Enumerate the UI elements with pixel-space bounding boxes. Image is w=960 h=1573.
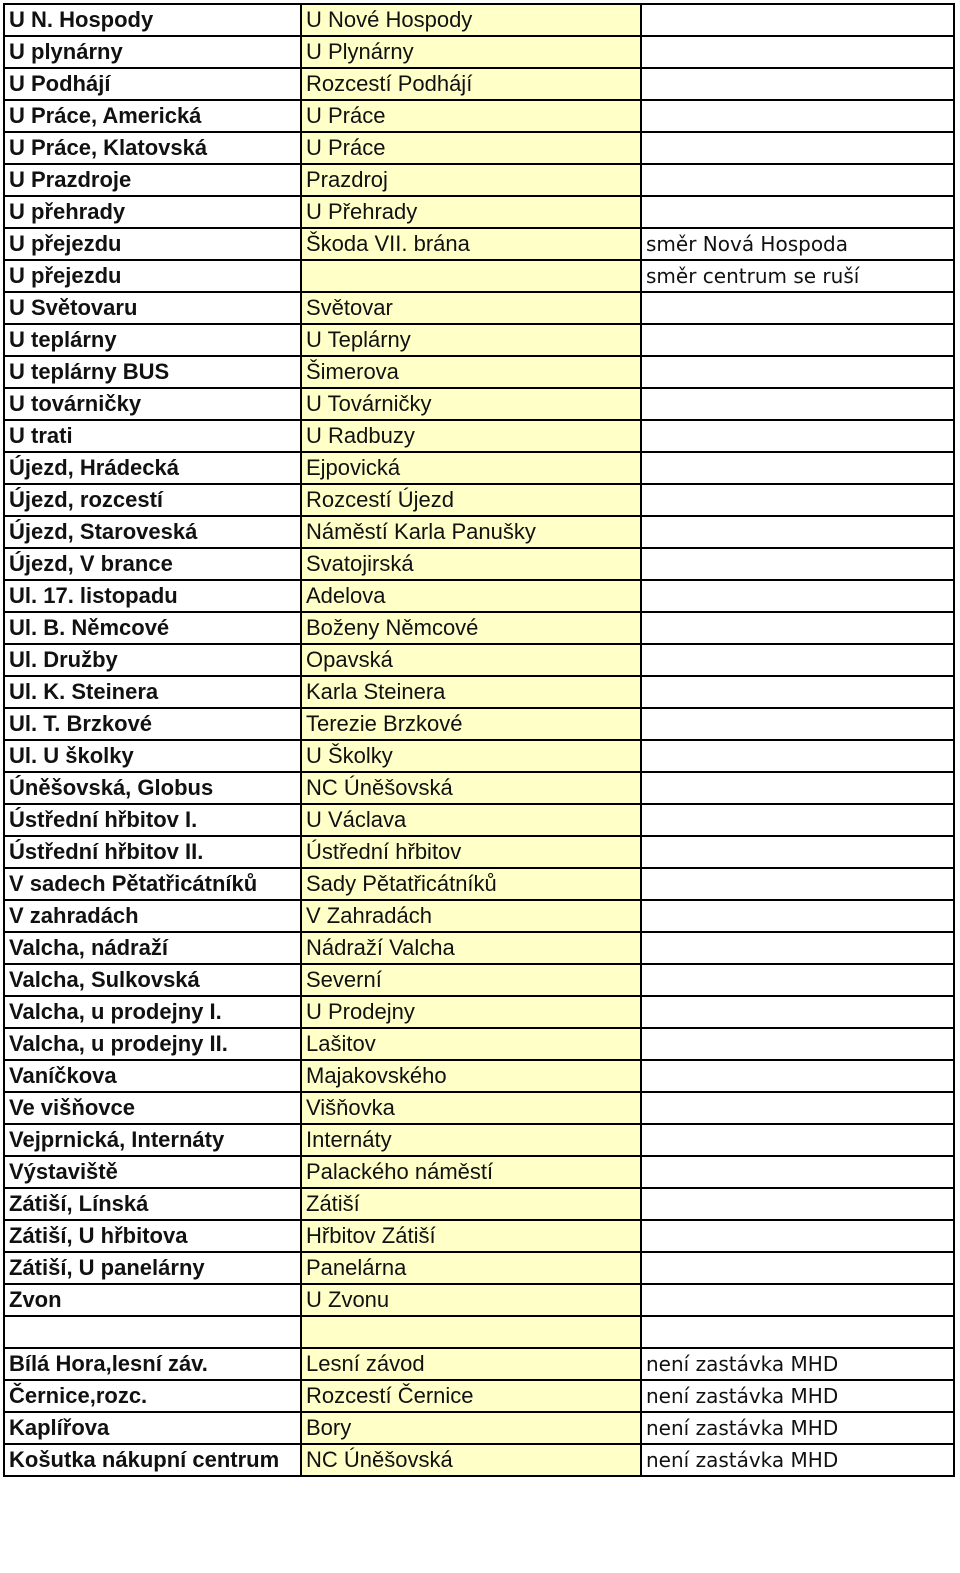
table-row — [4, 1092, 954, 1124]
note-cell — [641, 740, 954, 772]
old-stop-name-cell: U továrničky — [4, 388, 301, 420]
note-cell — [641, 644, 954, 676]
old-stop-name-cell: Ul. U školky — [4, 740, 301, 772]
note-cell — [641, 132, 954, 164]
new-stop-name-cell: V Zahradách — [301, 900, 641, 932]
note-cell — [641, 1220, 954, 1252]
old-stop-name-cell: Kaplířova — [4, 1412, 301, 1444]
old-stop-name-cell: V sadech Pětatřicátníků — [4, 868, 301, 900]
table-row — [4, 900, 954, 932]
old-stop-name-cell: U přehrady — [4, 196, 301, 228]
table-row — [4, 36, 954, 68]
note-cell — [641, 356, 954, 388]
new-stop-name-cell: Ejpovická — [301, 452, 641, 484]
old-stop-name-cell: Zátiší, U hřbitova — [4, 1220, 301, 1252]
new-stop-name-cell: U Práce — [301, 100, 641, 132]
old-stop-name-cell: U Podhájí — [4, 68, 301, 100]
table-body — [4, 4, 954, 1476]
new-stop-name-cell: Majakovského — [301, 1060, 641, 1092]
old-stop-name-cell: Ul. 17. listopadu — [4, 580, 301, 612]
note-cell — [641, 196, 954, 228]
note-cell — [641, 836, 954, 868]
note-cell: směr centrum se ruší — [641, 260, 954, 292]
note-cell: není zastávka MHD — [641, 1444, 954, 1476]
new-stop-name-cell: Šimerova — [301, 356, 641, 388]
new-stop-name-cell: Adelova — [301, 580, 641, 612]
new-stop-name-cell: Internáty — [301, 1124, 641, 1156]
note-cell: není zastávka MHD — [641, 1380, 954, 1412]
table-row — [4, 420, 954, 452]
table-row — [4, 644, 954, 676]
old-stop-name-cell: Košutka nákupní centrum — [4, 1444, 301, 1476]
table-row — [4, 1188, 954, 1220]
note-cell — [641, 1252, 954, 1284]
new-stop-name-cell: Karla Steinera — [301, 676, 641, 708]
table-row — [4, 740, 954, 772]
table-row — [4, 612, 954, 644]
old-stop-name-cell: Úněšovská, Globus — [4, 772, 301, 804]
table-row — [4, 836, 954, 868]
new-stop-name-cell: Višňovka — [301, 1092, 641, 1124]
note-cell — [641, 932, 954, 964]
note-cell — [641, 516, 954, 548]
old-stop-name-cell: Ul. T. Brzkové — [4, 708, 301, 740]
new-stop-name-cell: Světovar — [301, 292, 641, 324]
new-stop-name-cell: Hřbitov Zátiší — [301, 1220, 641, 1252]
new-stop-name-cell: Nádraží Valcha — [301, 932, 641, 964]
table-row — [4, 388, 954, 420]
note-cell — [641, 100, 954, 132]
note-cell — [641, 548, 954, 580]
table-row — [4, 804, 954, 836]
new-stop-name-cell: Svatojirská — [301, 548, 641, 580]
table-row — [4, 996, 954, 1028]
table-row — [4, 1316, 954, 1348]
table-row — [4, 772, 954, 804]
old-stop-name-cell: Újezd, rozcestí — [4, 484, 301, 516]
table-row — [4, 228, 954, 260]
table-row — [4, 1124, 954, 1156]
old-stop-name-cell: Vejprnická, Internáty — [4, 1124, 301, 1156]
new-stop-name-cell: Rozcestí Podhájí — [301, 68, 641, 100]
table-row — [4, 356, 954, 388]
old-stop-name-cell: Újezd, Hrádecká — [4, 452, 301, 484]
note-cell — [641, 1188, 954, 1220]
table-row — [4, 324, 954, 356]
table-row — [4, 1156, 954, 1188]
old-stop-name-cell: U Práce, Americká — [4, 100, 301, 132]
new-stop-name-cell: U Továrničky — [301, 388, 641, 420]
old-stop-name-cell: Vaníčkova — [4, 1060, 301, 1092]
new-stop-name-cell: Zátiší — [301, 1188, 641, 1220]
table-row — [4, 292, 954, 324]
old-stop-name-cell: V zahradách — [4, 900, 301, 932]
old-stop-name-cell: Černice,rozc. — [4, 1380, 301, 1412]
table-row — [4, 484, 954, 516]
table-row — [4, 1380, 954, 1412]
note-cell — [641, 1284, 954, 1316]
new-stop-name-cell: Náměstí Karla Panušky — [301, 516, 641, 548]
note-cell — [641, 388, 954, 420]
old-stop-name-cell: Výstaviště — [4, 1156, 301, 1188]
note-cell — [641, 612, 954, 644]
note-cell — [641, 676, 954, 708]
old-stop-name-cell: U teplárny — [4, 324, 301, 356]
note-cell — [641, 804, 954, 836]
new-stop-name-cell: Škoda VII. brána — [301, 228, 641, 260]
table-row — [4, 548, 954, 580]
table-row — [4, 1252, 954, 1284]
note-cell — [641, 484, 954, 516]
table-row — [4, 580, 954, 612]
note-cell — [641, 292, 954, 324]
old-stop-name-cell: Zvon — [4, 1284, 301, 1316]
new-stop-name-cell: Boženy Němcové — [301, 612, 641, 644]
old-stop-name-cell: U teplárny BUS — [4, 356, 301, 388]
new-stop-name-cell: U Prodejny — [301, 996, 641, 1028]
old-stop-name-cell: Zátiší, U panelárny — [4, 1252, 301, 1284]
table-row — [4, 164, 954, 196]
old-stop-name-cell: Ve višňovce — [4, 1092, 301, 1124]
new-stop-name-cell: Lašitov — [301, 1028, 641, 1060]
table-row — [4, 516, 954, 548]
note-cell — [641, 36, 954, 68]
note-cell — [641, 1092, 954, 1124]
note-cell — [641, 580, 954, 612]
old-stop-name-cell: Ul. Družby — [4, 644, 301, 676]
new-stop-name-cell: NC Úněšovská — [301, 1444, 641, 1476]
new-stop-name-cell: U Plynárny — [301, 36, 641, 68]
new-stop-name-cell: U Zvonu — [301, 1284, 641, 1316]
old-stop-name-cell: Valcha, u prodejny I. — [4, 996, 301, 1028]
new-stop-name-cell: Panelárna — [301, 1252, 641, 1284]
new-stop-name-cell: Rozcestí Černice — [301, 1380, 641, 1412]
note-cell — [641, 4, 954, 36]
old-stop-name-cell: Valcha, Sulkovská — [4, 964, 301, 996]
old-stop-name-cell: Ústřední hřbitov II. — [4, 836, 301, 868]
old-stop-name-cell: U trati — [4, 420, 301, 452]
note-cell — [641, 868, 954, 900]
table-row — [4, 1444, 954, 1476]
note-cell — [641, 1124, 954, 1156]
table-row — [4, 1412, 954, 1444]
note-cell — [641, 164, 954, 196]
note-cell — [641, 420, 954, 452]
new-stop-name-cell: U Václava — [301, 804, 641, 836]
old-stop-name-cell: Valcha, nádraží — [4, 932, 301, 964]
old-stop-name-cell: U přejezdu — [4, 260, 301, 292]
table-row — [4, 1028, 954, 1060]
note-cell — [641, 324, 954, 356]
new-stop-name-cell: Opavská — [301, 644, 641, 676]
old-stop-name-cell: U N. Hospody — [4, 4, 301, 36]
new-stop-name-cell: Ústřední hřbitov — [301, 836, 641, 868]
old-stop-name-cell: Valcha, u prodejny II. — [4, 1028, 301, 1060]
old-stop-name-cell: U Prazdroje — [4, 164, 301, 196]
note-cell — [641, 708, 954, 740]
new-stop-name-cell: U Nové Hospody — [301, 4, 641, 36]
new-stop-name-cell: U Školky — [301, 740, 641, 772]
new-stop-name-cell: Rozcestí Újezd — [301, 484, 641, 516]
stop-rename-table — [3, 3, 955, 1477]
old-stop-name-cell: U Práce, Klatovská — [4, 132, 301, 164]
note-cell — [641, 900, 954, 932]
new-stop-name-cell: Prazdroj — [301, 164, 641, 196]
table-row — [4, 964, 954, 996]
table-row — [4, 4, 954, 36]
new-stop-name-cell: Severní — [301, 964, 641, 996]
table-row — [4, 452, 954, 484]
note-cell: není zastávka MHD — [641, 1348, 954, 1380]
note-cell — [641, 68, 954, 100]
new-stop-name-cell: U Přehrady — [301, 196, 641, 228]
old-stop-name-cell: Ústřední hřbitov I. — [4, 804, 301, 836]
new-stop-name-cell: Bory — [301, 1412, 641, 1444]
table-row — [4, 68, 954, 100]
new-stop-name-cell: Terezie Brzkové — [301, 708, 641, 740]
note-cell: směr Nová Hospoda — [641, 228, 954, 260]
old-stop-name-cell: Újezd, V brance — [4, 548, 301, 580]
note-cell — [641, 1156, 954, 1188]
table-row — [4, 868, 954, 900]
note-cell — [641, 1028, 954, 1060]
note-cell — [641, 996, 954, 1028]
table-row — [4, 676, 954, 708]
new-stop-name-cell: U Práce — [301, 132, 641, 164]
old-stop-name-cell: U přejezdu — [4, 228, 301, 260]
table-row — [4, 708, 954, 740]
old-stop-name-cell — [4, 1316, 301, 1348]
table-row — [4, 1060, 954, 1092]
new-stop-name-cell — [301, 260, 641, 292]
new-stop-name-cell: Palackého náměstí — [301, 1156, 641, 1188]
note-cell — [641, 1316, 954, 1348]
table-row — [4, 1284, 954, 1316]
note-cell: není zastávka MHD — [641, 1412, 954, 1444]
note-cell — [641, 964, 954, 996]
table-row — [4, 1220, 954, 1252]
note-cell — [641, 772, 954, 804]
table-row — [4, 196, 954, 228]
new-stop-name-cell — [301, 1316, 641, 1348]
old-stop-name-cell: Újezd, Staroveská — [4, 516, 301, 548]
new-stop-name-cell: NC Úněšovská — [301, 772, 641, 804]
new-stop-name-cell: U Teplárny — [301, 324, 641, 356]
note-cell — [641, 1060, 954, 1092]
old-stop-name-cell: U Světovaru — [4, 292, 301, 324]
table-row — [4, 132, 954, 164]
old-stop-name-cell: Ul. K. Steinera — [4, 676, 301, 708]
table-row — [4, 1348, 954, 1380]
old-stop-name-cell: U plynárny — [4, 36, 301, 68]
table-row — [4, 932, 954, 964]
note-cell — [641, 452, 954, 484]
new-stop-name-cell: Lesní závod — [301, 1348, 641, 1380]
old-stop-name-cell: Zátiší, Línská — [4, 1188, 301, 1220]
new-stop-name-cell: U Radbuzy — [301, 420, 641, 452]
table-row — [4, 100, 954, 132]
table-row — [4, 260, 954, 292]
old-stop-name-cell: Bílá Hora,lesní záv. — [4, 1348, 301, 1380]
new-stop-name-cell: Sady Pětatřicátníků — [301, 868, 641, 900]
old-stop-name-cell: Ul. B. Němcové — [4, 612, 301, 644]
